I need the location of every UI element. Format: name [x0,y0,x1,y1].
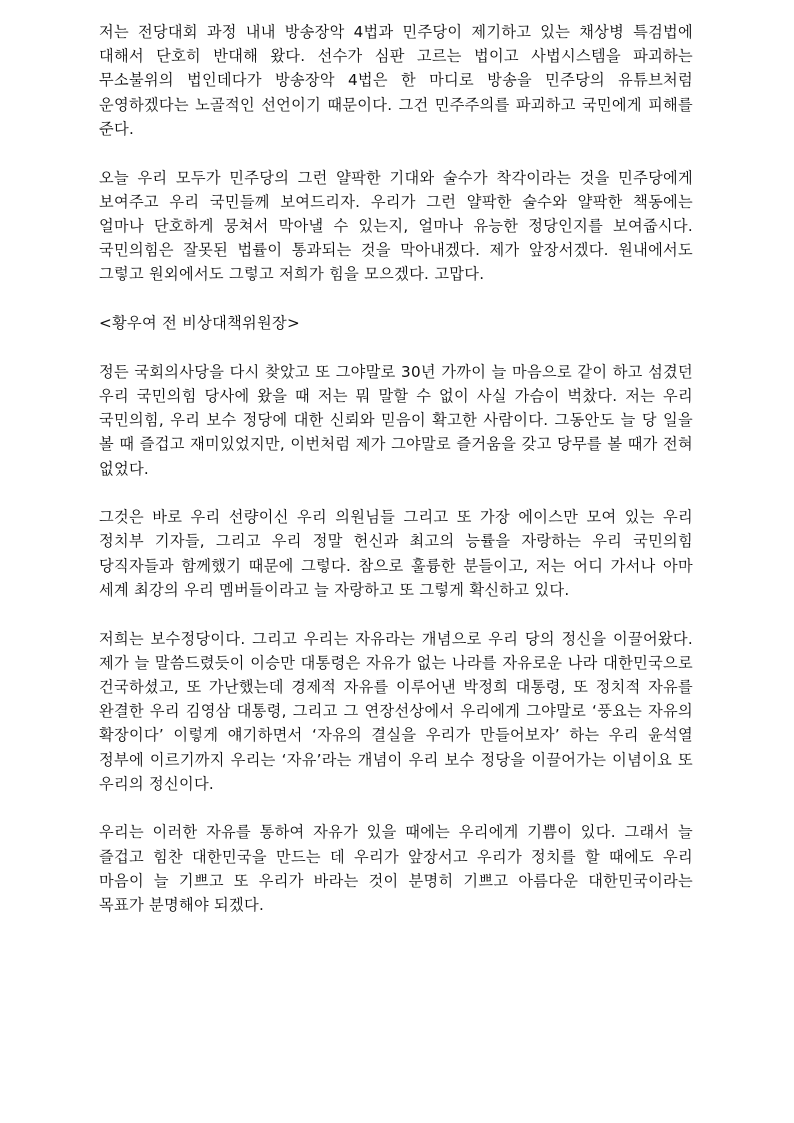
paragraph-3: 정든 국회의사당을 다시 찾았고 또 그야말로 30년 가까이 늘 마음으로 같이 하고 섬겼던 우리 국민의힘 당사에 왔을 때 저는 뭐 말할 수 없이 사실 가슴이 벅찼다. 저는 우리 국민의힘, 우리 보수 정당에 대한 신뢰와 믿음이 확고한 사람이다. 그동안도 늘 당 일을 볼 때 즐겁고 재미있었지만, 이번처럼 제가 그야말로 즐거움을 갖고 당무를 볼 때가 전혀 없었다. [99,362,693,478]
paragraph-2: 오늘 우리 모두가 민주당의 그런 얄팍한 기대와 술수가 착각이라는 것을 민주당에게 보여주고 우리 국민들께 보여드리자. 우리가 그런 얄팍한 술수와 얄팍한 책동에는 얼마나 단호하게 뭉쳐서 막아낼 수 있는지, 얼마나 유능한 정당인지를 보여줍시다. 국민의힘은 잘못된 법률이 통과되는 것을 막아내겠다. 제가 앞장서겠다. 원내에서도 그렇고 원외에서도 그렇고 저희가 힘을 모으겠다. 고맙다. [99,168,693,284]
paragraph-1: 저는 전당대회 과정 내내 방송장악 4법과 민주당이 제기하고 있는 채상병 특검법에 대해서 단호히 반대해 왔다. 선수가 심판 고르는 법이고 사법시스템을 파괴하는 무소불위의 법인데다가 방송장악 4법은 한 마디로 방송을 민주당의 유튜브처럼 운영하겠다는 노골적인 선언이기 때문이다. 그건 민주주의를 파괴하고 국민에게 피해를 준다. [99,23,693,138]
document-page [99,20,693,942]
paragraph-5: 저희는 보수정당이다. 그리고 우리는 자유라는 개념으로 우리 당의 정신을 이끌어왔다. 제가 늘 말씀드렸듯이 이승만 대통령은 자유가 없는 나라를 자유로운 나라 대한민국으로 건국하셨고, 또 가난했는데 경제적 자유를 이루어낸 박정희 대통령, 또 정치적 자유를 완결한 우리 김영삼 대통령, 그리고 그 연장선상에서 우리에게 그야말로 ‘풍요는 자유의 확장이다’ 이렇게 얘기하면서 ‘자유의 결실을 우리가 만들어보자’ 하는 우리 윤석열 정부에 이르기까지 우리는 ‘자유’라는 개념이 우리 보수 정당을 이끌어가는 이념이요 또 우리의 정신이다. [99,629,693,793]
paragraph-6: 우리는 이러한 자유를 통하여 자유가 있을 때에는 우리에게 기쁨이 있다. 그래서 늘 즐겁고 힘찬 대한민국을 만드는 데 우리가 앞장서고 우리가 정치를 할 때에도 우리 마음이 늘 기쁘고 또 우리가 바라는 것이 분명히 기쁘고 아름다운 대한민국이라는 목표가 분명해야 되겠다. [99,823,693,915]
paragraph-4: 그것은 바로 우리 선량이신 우리 의원님들 그리고 또 가장 에이스만 모여 있는 우리 정치부 기자들, 그리고 우리 정말 헌신과 최고의 능률을 자랑하는 우리 국민의힘 당직자들과 함께했기 때문에 그렇다. 참으로 훌륭한 분들이고, 저는 어디 가서나 아마 세계 최강의 우리 멤버들이라고 늘 자랑하고 또 그렇게 확신하고 있다. [99,508,693,599]
speaker-heading: <황우여 전 비상대책위원장> [99,314,300,333]
